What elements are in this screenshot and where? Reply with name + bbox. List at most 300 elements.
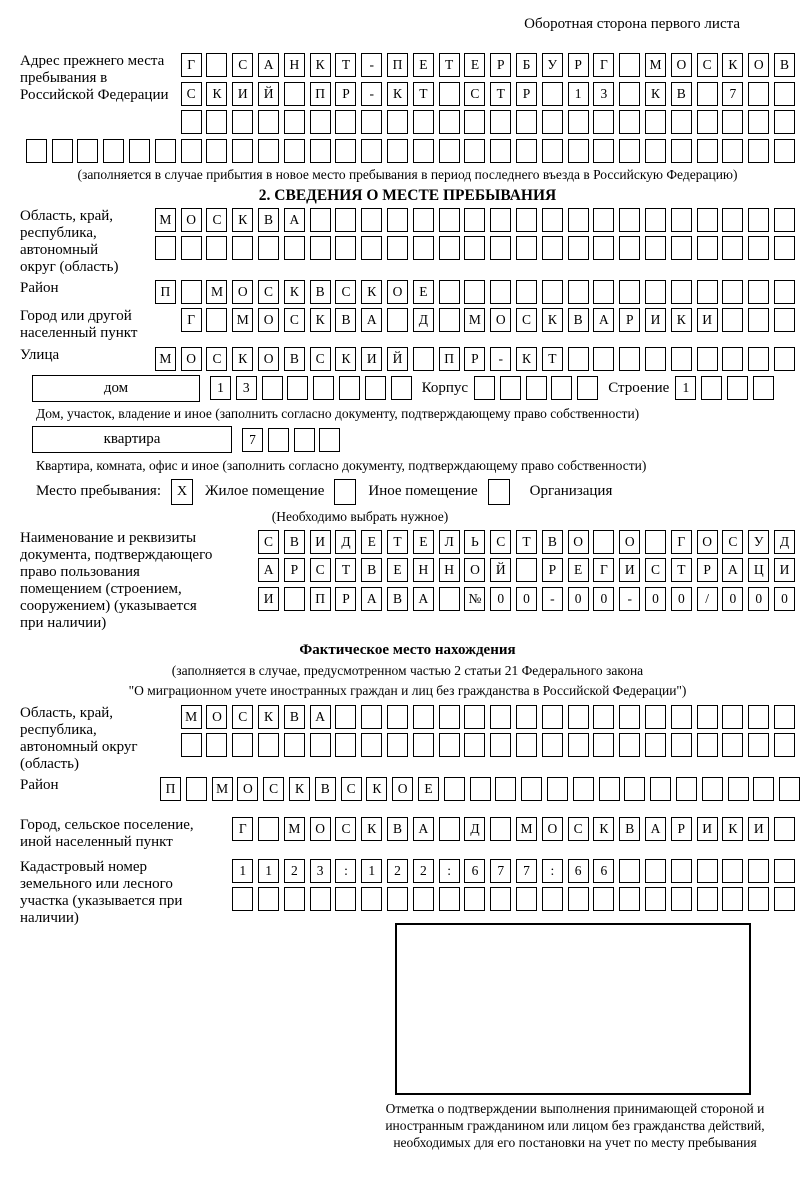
char-box: [748, 887, 769, 911]
char-box: [361, 887, 382, 911]
char-box: Т: [335, 53, 356, 77]
char-box-row: [155, 347, 795, 371]
kadastr-label: Кадастровый номер земельного или лесного участка (указывается при наличии): [20, 858, 183, 926]
char-box: [542, 280, 563, 304]
char-box: Ь: [464, 530, 485, 554]
char-box: М: [206, 280, 227, 304]
kvartira-row: [32, 426, 795, 453]
char-box: К: [361, 817, 382, 841]
char-box: [542, 110, 563, 134]
char-box: [542, 82, 563, 106]
char-box: В: [568, 308, 589, 332]
char-box: Е: [413, 280, 434, 304]
char-box: [387, 733, 408, 757]
char-box: [542, 887, 563, 911]
char-box: [697, 859, 718, 883]
mesto-label: Место пребывания:: [36, 483, 161, 499]
char-box: [232, 110, 253, 134]
char-box: О: [542, 817, 563, 841]
char-box: [181, 236, 202, 260]
char-box: [568, 705, 589, 729]
char-box: [335, 705, 356, 729]
char-box: Т: [516, 530, 537, 554]
char-box: [387, 308, 408, 332]
char-box: [439, 733, 460, 757]
char-box: [748, 110, 769, 134]
char-box: [444, 777, 465, 801]
char-box: [516, 733, 537, 757]
char-box: С: [181, 82, 202, 106]
char-box: О: [464, 558, 485, 582]
char-box: [774, 208, 795, 232]
char-box: О: [387, 280, 408, 304]
char-box: Т: [387, 530, 408, 554]
char-box: А: [361, 587, 382, 611]
char-box: 3: [236, 376, 257, 400]
char-box: [748, 280, 769, 304]
char-box: Р: [619, 308, 640, 332]
char-box: [671, 859, 692, 883]
char-box: [258, 236, 279, 260]
char-box-row: [258, 558, 795, 582]
section2-title: 2. СВЕДЕНИЯ О МЕСТЕ ПРЕБЫВАНИЯ: [258, 186, 557, 204]
char-box: [748, 705, 769, 729]
char-box-row: [232, 817, 795, 841]
char-box: [748, 139, 769, 163]
char-box: 3: [310, 859, 331, 883]
char-box: [464, 280, 485, 304]
char-box: С: [310, 558, 331, 582]
char-box: [671, 280, 692, 304]
char-box: К: [289, 777, 310, 801]
char-box: Е: [568, 558, 589, 582]
char-box: Е: [413, 53, 434, 77]
prev-address-overflow-row: [20, 139, 795, 163]
char-box: [671, 887, 692, 911]
char-box: -: [542, 587, 563, 611]
char-box: [542, 236, 563, 260]
char-box: 2: [284, 859, 305, 883]
char-box: [284, 110, 305, 134]
char-box: [262, 376, 283, 400]
char-box: [645, 208, 666, 232]
char-box: [284, 733, 305, 757]
char-box: К: [310, 308, 331, 332]
char-box: [542, 705, 563, 729]
char-box: [439, 110, 460, 134]
char-box: [722, 887, 743, 911]
char-box: Т: [439, 53, 460, 77]
char-box: [232, 236, 253, 260]
char-box: [335, 110, 356, 134]
char-box: А: [413, 587, 434, 611]
char-box: [645, 347, 666, 371]
char-box: К: [671, 308, 692, 332]
char-box: [619, 53, 640, 77]
char-box: [516, 887, 537, 911]
char-box: С: [335, 280, 356, 304]
char-box: В: [387, 817, 408, 841]
char-box: [439, 705, 460, 729]
oblast3-label: Область, край, республика, автономный округ (область): [20, 704, 138, 772]
char-box: [697, 236, 718, 260]
char-box: Д: [335, 530, 356, 554]
char-box: М: [155, 208, 176, 232]
char-box: С: [206, 347, 227, 371]
char-box: [722, 110, 743, 134]
char-box: 0: [568, 587, 589, 611]
char-box: [722, 236, 743, 260]
char-box: [722, 347, 743, 371]
char-box: [619, 733, 640, 757]
char-box-row: [181, 308, 795, 332]
char-box: 1: [258, 859, 279, 883]
stamp-caption: Отметка о подтверждении выполнения принимающей стороной и иностранным гражданином или лицом без гражданства действий, необходимых для его постановки на учет по месту пребывания: [385, 1100, 765, 1150]
char-box: [335, 733, 356, 757]
char-box: С: [722, 530, 743, 554]
char-box: [516, 110, 537, 134]
char-box: [439, 587, 460, 611]
char-box: [361, 236, 382, 260]
kvartira-number-boxes: [242, 428, 340, 452]
stroenie-boxes: [675, 376, 773, 400]
char-box: [774, 82, 795, 106]
char-box: [206, 236, 227, 260]
char-box: С: [490, 530, 511, 554]
char-box: [413, 705, 434, 729]
char-box: А: [258, 558, 279, 582]
char-box: С: [206, 208, 227, 232]
char-box-row: [160, 777, 800, 801]
char-box: О: [619, 530, 640, 554]
char-box: [310, 733, 331, 757]
char-box: К: [387, 82, 408, 106]
char-box: [52, 139, 73, 163]
char-box: Е: [418, 777, 439, 801]
char-box: [748, 82, 769, 106]
oblast-field: [20, 208, 795, 276]
zhiloe-checkbox: X: [171, 479, 193, 505]
char-box-row: [155, 280, 795, 304]
char-box: [439, 280, 460, 304]
form-backside-page: [20, 16, 795, 1151]
char-box: И: [748, 817, 769, 841]
stroenie-label: Строение: [608, 379, 670, 396]
char-box: [753, 777, 774, 801]
char-box: [470, 777, 491, 801]
char-box: В: [542, 530, 563, 554]
char-box: [206, 733, 227, 757]
char-box: Д: [464, 817, 485, 841]
char-box-row: [155, 208, 795, 232]
char-box: :: [335, 859, 356, 883]
char-box: 1: [210, 376, 231, 400]
ulitsa-label: Улица: [20, 346, 60, 363]
char-box: Р: [490, 53, 511, 77]
char-box: Д: [774, 530, 795, 554]
char-box: Н: [284, 53, 305, 77]
char-box: О: [392, 777, 413, 801]
char-box: [542, 139, 563, 163]
char-box: [258, 139, 279, 163]
char-box: Т: [671, 558, 692, 582]
char-box: [77, 139, 98, 163]
char-box: [568, 733, 589, 757]
char-box: Р: [516, 82, 537, 106]
char-box: [361, 208, 382, 232]
char-box: А: [722, 558, 743, 582]
char-box: [593, 280, 614, 304]
oblast-label: Область, край, республика, автономный округ (область): [20, 207, 119, 275]
char-box: Р: [697, 558, 718, 582]
char-box: Й: [490, 558, 511, 582]
char-box: С: [258, 530, 279, 554]
char-box: [103, 139, 124, 163]
char-box: С: [310, 347, 331, 371]
char-box: -: [361, 82, 382, 106]
raion3-field: [20, 777, 795, 801]
char-box: Ц: [748, 558, 769, 582]
char-box: [593, 110, 614, 134]
char-box: А: [413, 817, 434, 841]
char-box: И: [774, 558, 795, 582]
char-box: 0: [490, 587, 511, 611]
char-box: [551, 376, 572, 400]
char-box: [181, 733, 202, 757]
char-box: -: [361, 53, 382, 77]
char-box: М: [155, 347, 176, 371]
char-box: [728, 777, 749, 801]
document-label: Наименование и реквизиты документа, подтверждающего право пользования помещением (строением, сооружением) (указывается при наличии): [20, 529, 213, 631]
char-box-row: [232, 859, 795, 883]
char-box: [310, 139, 331, 163]
char-box: [516, 558, 537, 582]
char-box: О: [490, 308, 511, 332]
char-box: В: [671, 82, 692, 106]
dom-row: [32, 375, 795, 402]
char-box: [542, 733, 563, 757]
char-box: О: [258, 308, 279, 332]
char-box: [779, 777, 800, 801]
char-box: [577, 376, 598, 400]
char-box: [568, 887, 589, 911]
section3-title: Фактическое место нахождения: [299, 641, 516, 658]
kvartira-caption: Квартира, комната, офис и иное (заполнить согласно документу, подтверждающему право собственности): [36, 457, 647, 473]
korpus-label: Корпус: [421, 379, 469, 396]
char-box: К: [516, 347, 537, 371]
char-box: [516, 236, 537, 260]
char-box: [774, 705, 795, 729]
korpus-boxes: [474, 376, 598, 400]
prev-address-label: Адрес прежнего места пребывания в Российской Федерации: [20, 53, 169, 103]
char-box: Р: [284, 558, 305, 582]
gorod3-label: Город, сельское поселение, иной населенный пункт: [20, 816, 194, 850]
char-box: [599, 777, 620, 801]
char-box: [568, 236, 589, 260]
char-box: [310, 887, 331, 911]
char-box: 0: [671, 587, 692, 611]
char-box: 0: [722, 587, 743, 611]
section3-note-2: "О миграционном учете иностранных граждан и лиц без гражданства в Российской Федерации"): [128, 682, 687, 698]
char-box: [671, 705, 692, 729]
char-box: [645, 733, 666, 757]
char-box: Й: [387, 347, 408, 371]
char-box: Г: [593, 53, 614, 77]
char-box: О: [206, 705, 227, 729]
char-box: П: [310, 82, 331, 106]
raion-label: Район: [20, 279, 59, 296]
char-box: Г: [671, 530, 692, 554]
char-box: В: [315, 777, 336, 801]
char-box: Д: [413, 308, 434, 332]
char-box: [568, 347, 589, 371]
organizatsiya-checkbox: [488, 479, 510, 505]
char-box-row: [258, 530, 795, 554]
char-box: [774, 733, 795, 757]
char-box: [645, 530, 666, 554]
char-box: №: [464, 587, 485, 611]
char-box: [284, 139, 305, 163]
char-box: [258, 817, 279, 841]
char-box: [702, 777, 723, 801]
char-box: [722, 859, 743, 883]
char-box: [645, 236, 666, 260]
char-box: О: [181, 208, 202, 232]
char-box: В: [310, 280, 331, 304]
mesto-note: (Необходимо выбрать нужное): [271, 508, 449, 524]
char-box: Р: [568, 53, 589, 77]
char-box: [294, 428, 315, 452]
char-box: /: [697, 587, 718, 611]
char-box: 1: [232, 859, 253, 883]
oblast3-field: [20, 705, 795, 773]
char-box: Р: [464, 347, 485, 371]
char-box: [671, 236, 692, 260]
char-box: [701, 376, 722, 400]
char-box: [722, 280, 743, 304]
char-box: А: [258, 53, 279, 77]
char-box: [464, 236, 485, 260]
char-box: Т: [490, 82, 511, 106]
char-box: [339, 376, 360, 400]
inoe-label: Иное помещение: [368, 483, 478, 499]
char-box: М: [464, 308, 485, 332]
char-box: [232, 139, 253, 163]
char-box: [439, 308, 460, 332]
char-box: [181, 280, 202, 304]
char-box: [284, 82, 305, 106]
char-box: [774, 817, 795, 841]
char-box: [753, 376, 774, 400]
char-box: [413, 110, 434, 134]
char-box: [568, 280, 589, 304]
char-box: [387, 705, 408, 729]
char-box: И: [232, 82, 253, 106]
char-box: А: [361, 308, 382, 332]
gorod-label: Город или другой населенный пункт: [20, 308, 138, 341]
char-box: [593, 236, 614, 260]
char-box: В: [258, 208, 279, 232]
char-box: И: [619, 558, 640, 582]
char-box-row: [181, 110, 795, 134]
char-box: 0: [748, 587, 769, 611]
char-box: [387, 110, 408, 134]
char-box: [521, 777, 542, 801]
char-box: О: [568, 530, 589, 554]
char-box: К: [284, 280, 305, 304]
char-box: А: [593, 308, 614, 332]
char-box: П: [155, 280, 176, 304]
char-box: [774, 110, 795, 134]
char-box: [774, 859, 795, 883]
char-box: [284, 587, 305, 611]
char-box: [464, 139, 485, 163]
char-box: П: [160, 777, 181, 801]
char-box: М: [284, 817, 305, 841]
section3-note-1: (заполняется в случае, предусмотренном частью 2 статьи 21 Федерального закона: [171, 662, 644, 678]
char-box: И: [310, 530, 331, 554]
char-box: [568, 139, 589, 163]
char-box: [361, 705, 382, 729]
char-box: [516, 705, 537, 729]
char-box: [490, 208, 511, 232]
char-box: [697, 110, 718, 134]
char-box: А: [645, 817, 666, 841]
char-box: [619, 280, 640, 304]
char-box: [645, 110, 666, 134]
char-box: [258, 733, 279, 757]
char-box: [206, 110, 227, 134]
char-box: [542, 208, 563, 232]
char-box: [413, 347, 434, 371]
char-box: В: [284, 530, 305, 554]
char-box: [619, 859, 640, 883]
char-box: К: [258, 705, 279, 729]
char-box: [748, 308, 769, 332]
char-box: [387, 236, 408, 260]
char-box: В: [387, 587, 408, 611]
char-box: 6: [568, 859, 589, 883]
char-box: [361, 110, 382, 134]
char-box: С: [232, 705, 253, 729]
char-box: Г: [593, 558, 614, 582]
gorod3-field: [20, 817, 795, 851]
char-box: [206, 139, 227, 163]
char-box: [619, 110, 640, 134]
char-box-row: [232, 887, 795, 911]
char-box: [722, 308, 743, 332]
char-box: [748, 859, 769, 883]
char-box: [593, 705, 614, 729]
char-box: К: [232, 208, 253, 232]
char-box: [645, 705, 666, 729]
char-box: [722, 733, 743, 757]
char-box: [697, 705, 718, 729]
char-box: [464, 705, 485, 729]
char-box: 0: [516, 587, 537, 611]
char-box: 7: [722, 82, 743, 106]
char-box: [490, 705, 511, 729]
char-box: [748, 733, 769, 757]
char-box: [593, 347, 614, 371]
char-box: О: [697, 530, 718, 554]
document-field: [20, 530, 795, 632]
char-box: С: [464, 82, 485, 106]
char-box: Л: [439, 530, 460, 554]
dom-type-box: дом: [32, 375, 200, 402]
char-box: [490, 236, 511, 260]
char-box: [387, 139, 408, 163]
